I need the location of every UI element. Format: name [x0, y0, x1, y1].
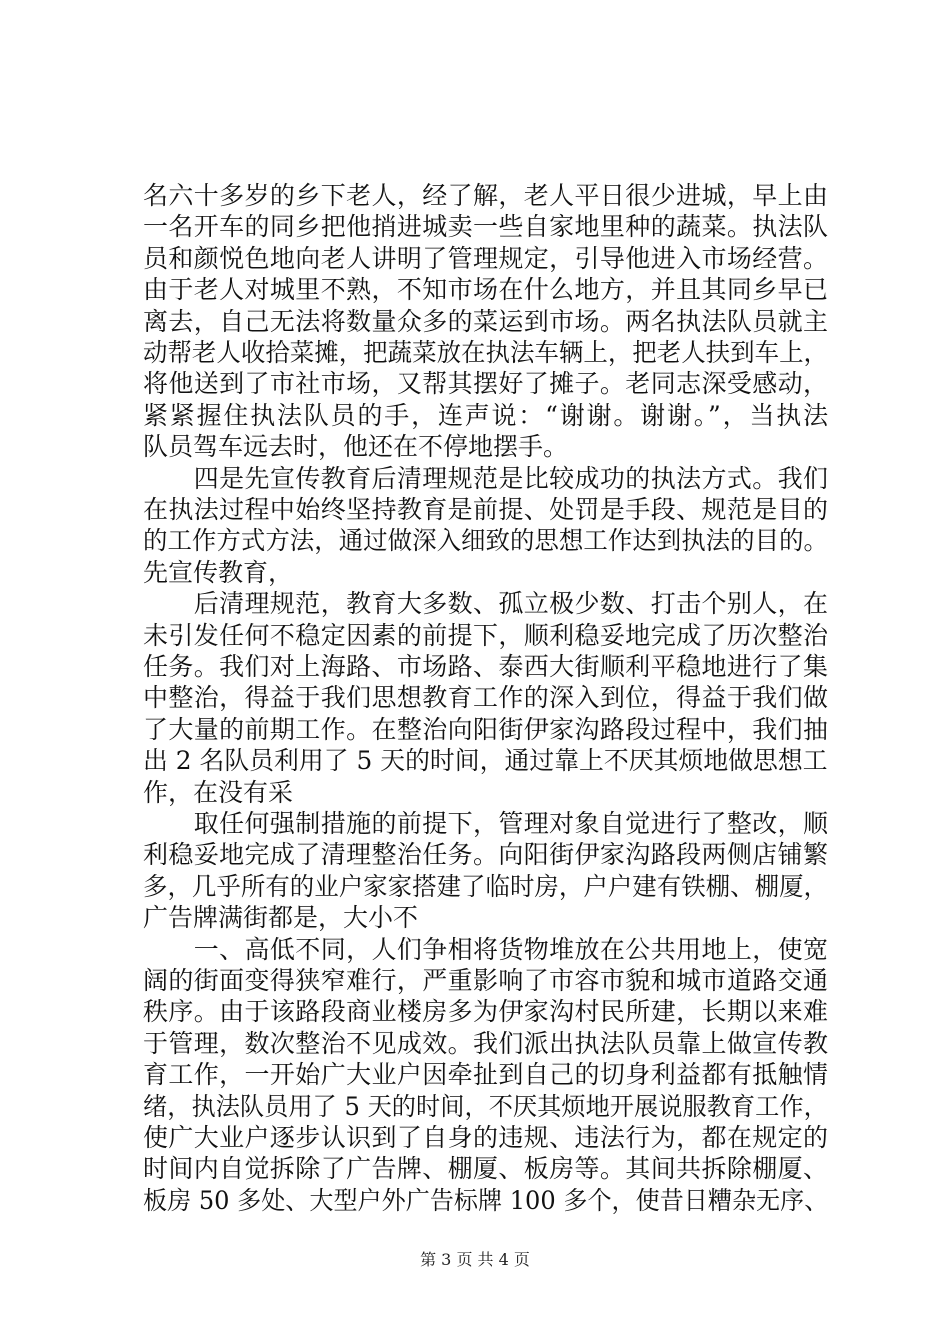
text-line: 广告牌满街都是，大小不 — [143, 903, 419, 933]
text-line: 于管理，数次整治不见成效。我们派出执法队员靠上做宣传教 — [143, 1028, 829, 1058]
text-line: 阔的街面变得狭窄难行，严重影响了市容市貌和城市道路交通 — [143, 966, 829, 995]
text-line: 育工作，一开始广大业户因牵扯到自己的切身利益都有抵触情 — [143, 1060, 829, 1090]
text-line: 出 2 名队员利用了 5 天的时间，通过靠上不厌其烦地做思想工 — [143, 746, 828, 776]
text-line: 板房 50 多处、大型户外广告标牌 100 多个，使昔日糟杂无序、 — [143, 1185, 829, 1215]
text-line: 取任何强制措施的前提下，管理对象自觉进行了整改，顺 — [143, 809, 829, 838]
text-line: 动帮老人收拾菜摊，把蔬菜放在执法车辆上，把老人扶到车上， — [143, 338, 829, 367]
text-line: 队员驾车远去时，他还在不停地摆手。 — [143, 432, 569, 462]
text-line: 一、高低不同，人们争相将货物堆放在公共用地上，使宽 — [143, 934, 829, 964]
text-line: 多，几乎所有的业户家家搭建了临时房，户户建有铁棚、棚厦， — [143, 871, 829, 901]
page-number-footer: 第 3 页 共 4 页 — [420, 1250, 530, 1269]
text-line: 先宣传教育， — [143, 557, 294, 587]
text-line: 离去，自己无法将数量众多的菜运到市场。两名执法队员就主 — [143, 306, 829, 336]
text-line: 后清理规范，教育大多数、孤立极少数、打击个别人，在 — [143, 589, 829, 619]
text-line: 将他送到了市社市场，又帮其摆好了摊子。老同志深受感动， — [143, 369, 829, 399]
text-line: 作，在没有采 — [143, 777, 294, 807]
text-line: 了大量的前期工作。在整治向阳街伊家沟路段过程中，我们抽 — [143, 714, 829, 744]
text-line: 一名开车的同乡把他捎进城卖一些自家地里种的蔬菜。执法队 — [143, 212, 829, 242]
text-line: 紧紧握住执法队员的手，连声说：“谢谢。谢谢。”，当执法 — [143, 400, 830, 430]
text-line: 利稳妥地完成了清理整治任务。向阳街伊家沟路段两侧店铺繁 — [143, 840, 829, 870]
text-line: 绪，执法队员用了 5 天的时间，不厌其烦地开展说服教育工作， — [143, 1091, 828, 1121]
text-line: 员和颜悦色地向老人讲明了管理规定，引导他进入市场经营。 — [143, 243, 829, 273]
text-line: 由于老人对城里不熟，不知市场在什么地方，并且其同乡早已 — [143, 275, 829, 305]
text-line: 任务。我们对上海路、市场路、泰西大街顺利平稳地进行了集 — [143, 652, 829, 681]
text-line: 在执法过程中始终坚持教育是前提、处罚是手段、规范是目的 — [143, 495, 829, 524]
text-line: 时间内自觉拆除了广告牌、棚厦、板房等。其间共拆除棚厦、 — [143, 1154, 829, 1184]
text-line: 秩序。由于该路段商业楼房多为伊家沟村民所建，长期以来难 — [143, 997, 829, 1027]
text-line: 使广大业户逐步认识到了自身的违规、违法行为，都在规定的 — [143, 1123, 829, 1152]
text-line: 未引发任何不稳定因素的前提下，顺利稳妥地完成了历次整治 — [143, 620, 829, 650]
text-line: 四是先宣传教育后清理规范是比较成功的执法方式。我们 — [143, 463, 829, 493]
text-line: 中整治，得益于我们思想教育工作的深入到位，得益于我们做 — [143, 683, 829, 713]
text-line: 名六十多岁的乡下老人，经了解，老人平日很少进城，早上由 — [143, 181, 829, 210]
text-line: 的工作方式方法，通过做深入细致的思想工作达到执法的目的。 — [143, 526, 829, 556]
